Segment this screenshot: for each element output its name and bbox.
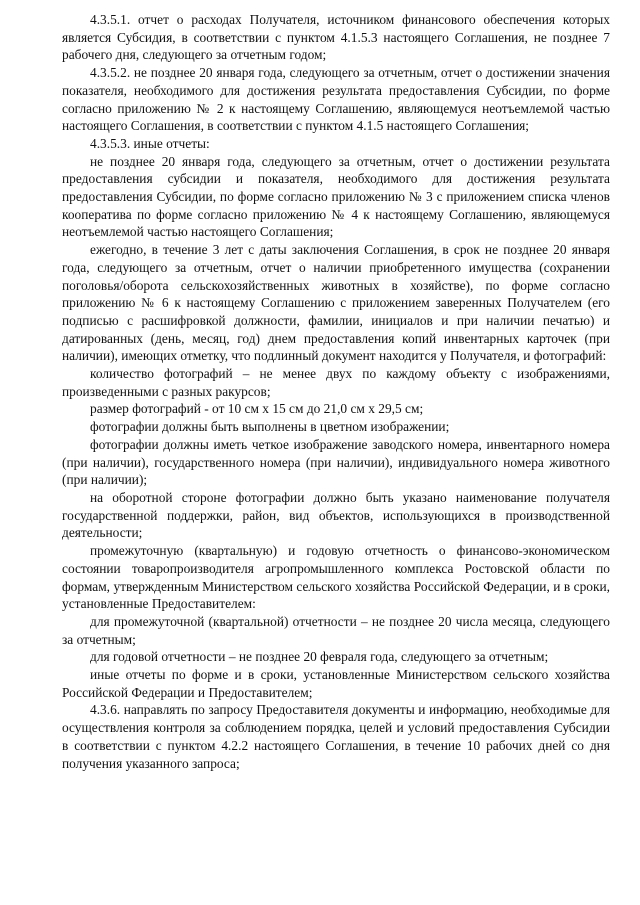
paragraph-4-3-5-1: 4.3.5.1. отчет о расходах Получателя, источником финансового обеспечения которых является Субсидия, в соответствии с пунктом 4.1.5.3 настоящего Соглашения, не позднее 7 рабочего дня, следующего за отчетным годом;	[62, 12, 610, 63]
paragraph-financial-reporting: промежуточную (квартальную) и годовую отчетность о финансово-экономическом состоянии товаропроизводителя агропромышленного комплекса Ростовской области по формам, утвержденным Министерством сельского хозяйства Российской Федерации, и в сроки, установленные Предоставителем:	[62, 543, 610, 612]
document-page	[62, 11, 610, 772]
paragraph-quarterly-deadline: для промежуточной (квартальной) отчетности – не позднее 20 числа месяца, следующего за отчетным;	[62, 613, 610, 647]
paragraph-report-january: не позднее 20 января года, следующего за отчетным, отчет о достижении результата предоставления субсидии и показателя, необходимого для достижения результата предоставления Субсидии, по форме согласно приложению № 3 с приложением списка членов кооператива по форме согласно приложению № 4 к настоящему Соглашению, являющемуся неотъемлемой частью настоящего Соглашения;	[62, 153, 610, 240]
paragraph-photo-color: фотографии должны быть выполнены в цветном изображении;	[90, 419, 450, 435]
paragraph-4-3-6: 4.3.6. направлять по запросу Предоставителя документы и информацию, необходимые для осуществления контроля за соблюдением порядка, целей и условий предоставления Субсидии в соответствии с пунктом 4.2.2 настоящего Соглашения, в течение 10 рабочих дней со дня получения указанного запроса;	[62, 702, 610, 771]
paragraph-other-reports: иные отчеты по форме и в сроки, установленные Министерством сельского хозяйства Российской Федерации и Предоставителем;	[62, 667, 610, 700]
paragraph-photo-clarity: фотографии должны иметь четкое изображение заводского номера, инвентарного номера (при наличии), государственного номера (при наличии), индивидуального номера животного (при наличии);	[62, 436, 610, 488]
paragraph-4-3-5-2: 4.3.5.2. не позднее 20 января года, следующего за отчетным, отчет о достижении значения показателя, необходимого для достижения результата предоставления Субсидии, по форме согласно приложению № 2 к настоящему Соглашению, являющемуся неотъемлемой частью настоящего Соглашения, в соответствии с пунктом 4.1.5 настоящего Соглашения;	[62, 65, 610, 134]
paragraph-photo-count: количество фотографий – не менее двух по каждому объекту с изображениями, произведенными с разных ракурсов;	[62, 366, 610, 399]
paragraph-annual-report: ежегодно, в течение 3 лет с даты заключения Соглашения, в срок не позднее 20 января года, следующего за отчетным, отчет о наличии приобретенного имущества (сохранении поголовья/оборота сельскохозяйственных животных в хозяйстве), по форме согласно приложению № 6 к настоящему Соглашению с приложением заверенных Получателем (его подписью с расшифровкой должности, фамилии, инициалов и при наличии печатью) и датированных (день, месяц, год) днем предоставления копий инвентарных карточек (при наличии), имеющих отметку, что подлинный документ находится у Получателя, и фотографий:	[62, 242, 610, 364]
paragraph-4-3-5-3: 4.3.5.3. иные отчеты:	[90, 135, 210, 151]
paragraph-photo-reverse: на оборотной стороне фотографии должно быть указано наименование получателя государственной поддержки, район, вид объектов, использующихся в производственной деятельности;	[62, 489, 610, 541]
paragraph-photo-size: размер фотографий - от 10 см х 15 см до 21,0 см х 29,5 см;	[90, 401, 424, 417]
paragraph-annual-deadline: для годовой отчетности – не позднее 20 февраля года, следующего за отчетным;	[90, 649, 549, 665]
